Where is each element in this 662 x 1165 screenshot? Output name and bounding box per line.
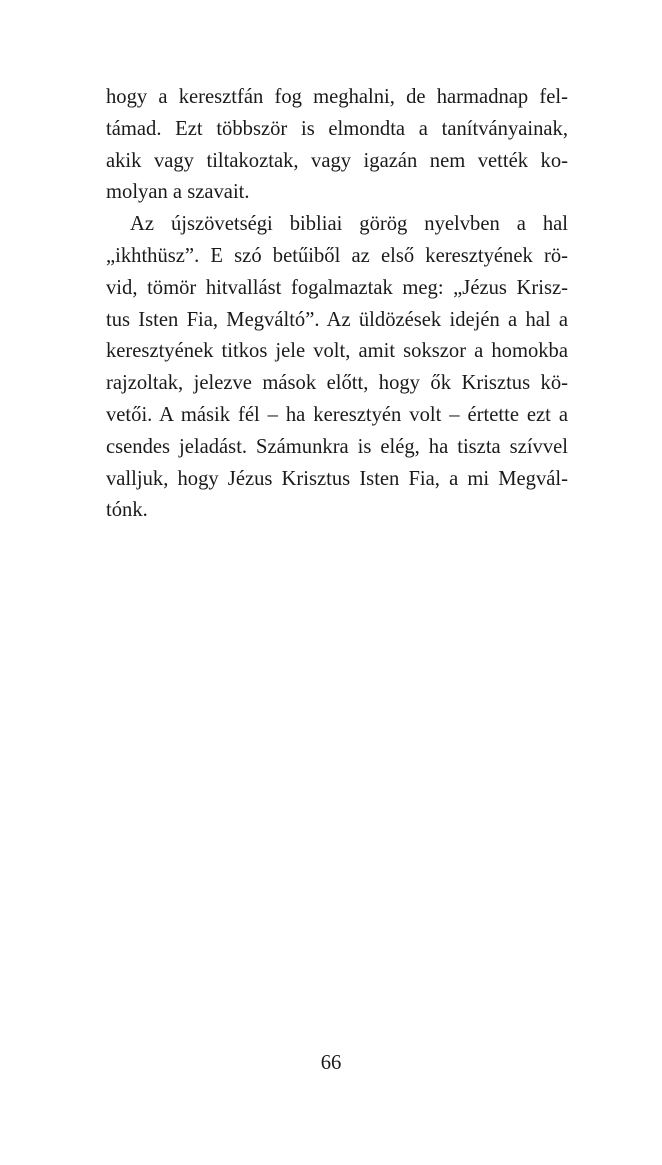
text-line: „ikhthüsz”. E szó betűiből az első keresztyének rö- [106,244,568,267]
text-line: tónk. [106,499,148,522]
text-line: vetői. A másik fél – ha keresztyén volt – értette ezt a [106,403,568,426]
text-line: molyan a szavait. [106,181,250,204]
text-line: keresztyének titkos jele volt, amit sokszor a homokba [106,340,568,363]
text-line: Az újszövetségi bibliai görög nyelvben a hal [130,213,568,236]
text-line: hogy a keresztfán fog meghalni, de harmadnap fel- [106,86,568,108]
paragraph-2 [106,209,568,527]
body-text [106,82,568,527]
paragraph-1 [106,82,568,209]
text-line: akik vagy tiltakoztak, vagy igazán nem vették ko- [106,149,568,172]
text-line: tus Isten Fia, Megváltó”. Az üldözések idején a hal a [106,308,568,331]
text-line: vid, tömör hitvallást fogalmaztak meg: „Jézus Krisz- [106,276,568,299]
text-line: valljuk, hogy Jézus Krisztus Isten Fia, a mi Megvál- [106,467,568,490]
text-line: rajzoltak, jelezve mások előtt, hogy ők Krisztus kö- [106,372,568,395]
text-line: csendes jeladást. Számunkra is elég, ha tiszta szívvel [106,435,568,458]
page-number: 66 [320,1052,342,1074]
text-line: támad. Ezt többször is elmondta a tanítványainak, [106,117,568,140]
